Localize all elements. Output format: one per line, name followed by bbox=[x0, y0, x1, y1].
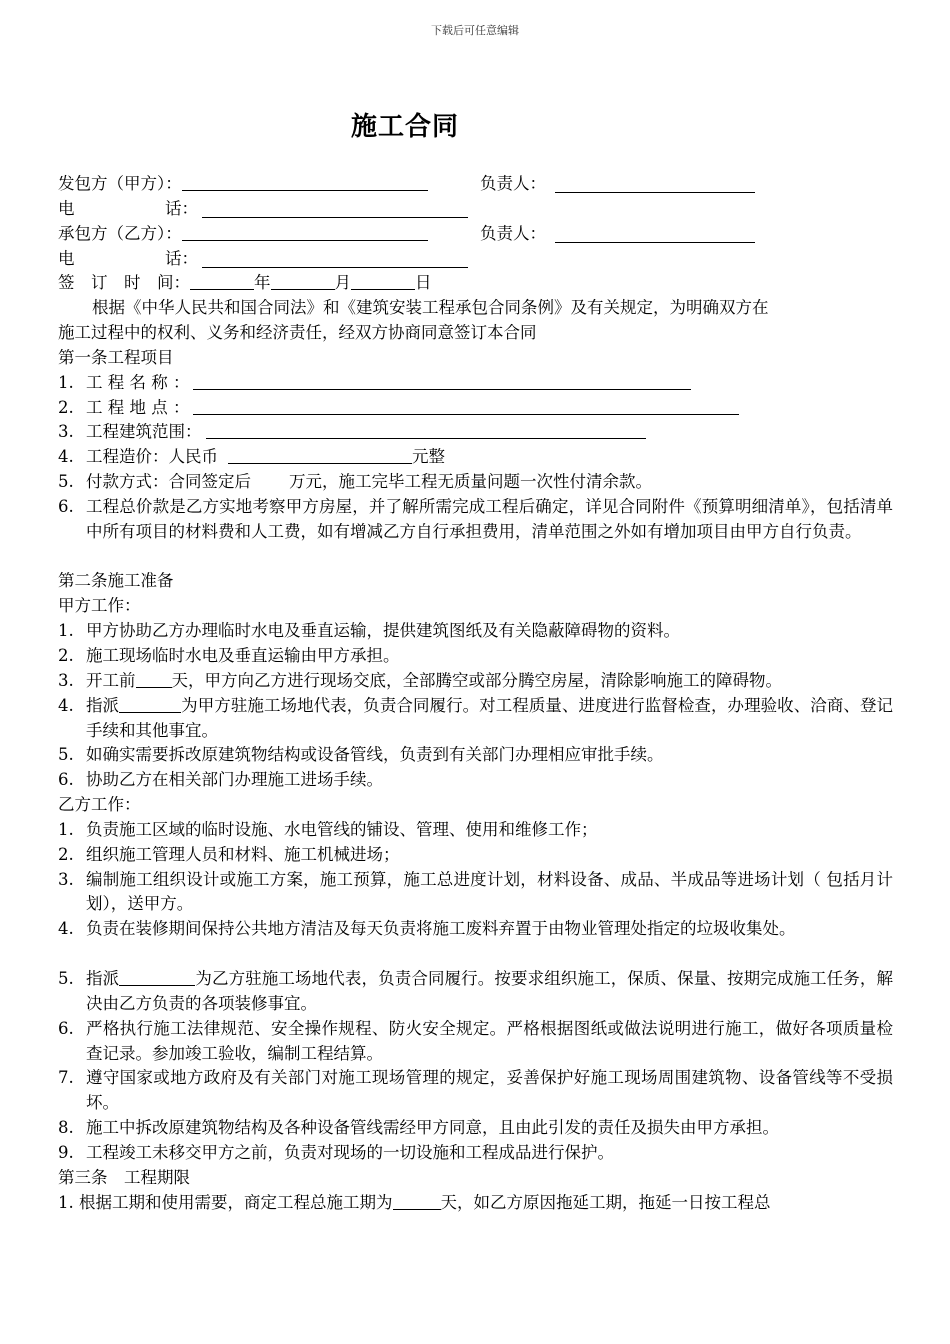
art3-item-1 bbox=[58, 1191, 893, 1216]
b-item-9 bbox=[58, 1141, 893, 1166]
b5-post: 为乙方驻施工场地代表，负责合同履行。按要求组织施工，保质、保量、按期完成施工任务，解决由乙方负责的各项装修事宜。 bbox=[86, 968, 894, 1013]
list-number: 7. bbox=[58, 1068, 74, 1088]
sign-day-blank[interactable] bbox=[351, 274, 415, 290]
sign-time-line bbox=[58, 271, 893, 296]
article-3-heading: 第三条 工程期限 bbox=[58, 1167, 190, 1187]
list-text: 工程竣工未移交甲方之前，负责对现场的一切设施和工程成品进行保护。 bbox=[86, 1142, 614, 1162]
a-item-6 bbox=[58, 768, 893, 793]
days-before-start-blank[interactable] bbox=[136, 672, 172, 688]
art1-item-3 bbox=[58, 420, 893, 445]
party-a-label: 发包方（甲方）： bbox=[58, 174, 182, 193]
sign-month-label: 月 bbox=[334, 273, 351, 293]
project-name-blank[interactable] bbox=[193, 374, 691, 390]
b-item-7 bbox=[58, 1066, 893, 1116]
sign-year-blank[interactable] bbox=[190, 274, 254, 290]
party-b-rep-blank[interactable] bbox=[119, 970, 195, 986]
project-location-blank[interactable] bbox=[193, 399, 739, 415]
list-number: 6. bbox=[58, 1018, 74, 1038]
list-number: 3. bbox=[58, 422, 74, 442]
a-item-4 bbox=[58, 694, 893, 744]
list-text: 工程总价款是乙方实地考察甲方房屋，并了解所需完成工程后确定，详见合同附件《预算明细清单》，包括清单中所有项目的材料费和人工费，如有增减乙方自行承担费用，清单范围之外如有增加项目由甲方自行负责。 bbox=[86, 496, 893, 541]
list-text: 工程建筑范围： bbox=[86, 422, 202, 442]
project-cost-blank[interactable] bbox=[228, 448, 412, 464]
b-item-5 bbox=[58, 967, 893, 1017]
header-note: 下载后可任意编辑 bbox=[431, 24, 519, 37]
party-b-line bbox=[58, 222, 893, 247]
party-b-blank[interactable] bbox=[182, 225, 428, 241]
list-number: 5. bbox=[58, 968, 74, 988]
list-text: 如确实需要拆改原建筑物结构或设备管线，负责到有关部门办理相应审批手续。 bbox=[86, 745, 664, 765]
a-item-1 bbox=[58, 619, 893, 644]
party-b-label: 承包方（乙方）： bbox=[58, 223, 182, 243]
b-item-8 bbox=[58, 1116, 893, 1141]
party-b-resp-label: 负责人： bbox=[480, 223, 546, 243]
list-text: 遵守国家或地方政府及有关部门对施工现场管理的规定，妥善保护好施工现场周围建筑物、设备管线等不受损坏。 bbox=[86, 1068, 893, 1113]
list-text: 负责施工区域的临时设施、水电管线的铺设、管理、使用和维修工作； bbox=[86, 819, 598, 839]
a4-post: 为甲方驻施工场地代表，负责合同履行。对工程质量、进度进行监督检查，办理验收、洽商、登记手续和其他事宜。 bbox=[86, 695, 894, 740]
list-number: 6. bbox=[58, 770, 74, 790]
list-text bbox=[86, 671, 782, 690]
phone-2-label-1: 电 bbox=[58, 248, 75, 268]
list-text: 严格执行施工法律规范、安全操作规程、防火安全规定。严格根据图纸或做法说明进行施工，做好各项质量检查记录。参加竣工验收，编制工程结算。 bbox=[86, 1018, 893, 1063]
art3-item-1-post: 天，如乙方原因拖延工期，拖延一日按工程总 bbox=[440, 1192, 771, 1212]
art1-item-6 bbox=[58, 495, 893, 570]
art1-item-2 bbox=[58, 396, 893, 421]
phone-2-label-2: 话： bbox=[165, 248, 198, 268]
list-number: 4. bbox=[58, 447, 74, 467]
art1-item-5 bbox=[58, 470, 893, 495]
party-a-resp-blank[interactable] bbox=[555, 177, 755, 193]
list-number: 4. bbox=[58, 695, 74, 715]
list-number: 4. bbox=[58, 919, 74, 939]
list-text: 编制施工组织设计或施工方案，施工预算，施工总进度计划，材料设备、成品、半成品等进场计划（ 包括月计划），送甲方。 bbox=[86, 869, 893, 914]
list-number: 1. bbox=[58, 621, 74, 641]
sign-day-label: 日 bbox=[415, 273, 432, 293]
list-number: 2. bbox=[58, 844, 74, 864]
payment-tail: 万元，施工完毕工程无质量问题一次性付清余款。 bbox=[289, 472, 652, 492]
list-text: 施工现场临时水电及垂直运输由甲方承担。 bbox=[86, 646, 400, 665]
list-number: 3. bbox=[58, 670, 74, 690]
list-number: 5. bbox=[58, 745, 74, 765]
list-text: 工 程 名 称 ： bbox=[86, 372, 190, 392]
b-item-2 bbox=[58, 843, 893, 868]
list-number: 3. bbox=[58, 869, 74, 889]
phone-1-label-2: 话： bbox=[165, 198, 198, 218]
list-text: 组织施工管理人员和材料、施工机械进场； bbox=[86, 844, 400, 864]
sign-month-blank[interactable] bbox=[271, 274, 335, 290]
art3-item-1-pre: 1. 根据工期和使用需要，商定工程总施工期为 bbox=[58, 1192, 393, 1212]
party-a-rep-blank[interactable] bbox=[119, 697, 181, 713]
intro-line-1: 根据《中华人民共和国合同法》和《建筑安装工程承包合同条例》及有关规定，为明确双方在 bbox=[92, 298, 769, 318]
list-text: 负责在装修期间保持公共地方清洁及每天负责将施工废料弃置于由物业管理处指定的垃圾收集处。 bbox=[86, 919, 796, 939]
art1-item-4 bbox=[58, 445, 893, 470]
phone-2-blank[interactable] bbox=[202, 252, 468, 268]
list-text bbox=[86, 967, 893, 1017]
list-number: 9. bbox=[58, 1142, 74, 1162]
b-item-1 bbox=[58, 818, 893, 843]
party-a-resp-label: 负责人： bbox=[480, 174, 546, 193]
total-duration-blank[interactable] bbox=[393, 1194, 441, 1210]
phone-1-label-1: 电 bbox=[58, 198, 75, 218]
contract-body bbox=[58, 172, 893, 1215]
list-text: 工 程 地 点 ： bbox=[86, 397, 190, 417]
sign-time-label: 签 订 时 间： bbox=[58, 273, 190, 293]
list-number: 8. bbox=[58, 1118, 74, 1138]
article-2-heading: 第二条施工准备 bbox=[58, 571, 174, 591]
a-item-5 bbox=[58, 743, 893, 768]
list-text: 协助乙方在相关部门办理施工进场手续。 bbox=[86, 770, 383, 790]
list-text bbox=[86, 694, 893, 744]
intro-line-2: 施工过程中的权利、义务和经济责任，经双方协商同意签订本合同 bbox=[58, 323, 537, 343]
phone-1-line bbox=[58, 197, 893, 222]
list-text: 付款方式：合同签定后 bbox=[86, 472, 251, 492]
list-text: 工程造价：人民币 bbox=[86, 447, 218, 467]
cost-unit: 元整 bbox=[412, 447, 445, 467]
b-item-6 bbox=[58, 1017, 893, 1067]
party-a-duties-label: 甲方工作： bbox=[58, 596, 141, 616]
a3-post: 天，甲方向乙方进行现场交底，全部腾空或部分腾空房屋，清除影响施工的障碍物。 bbox=[171, 670, 782, 690]
phone-2-line bbox=[58, 247, 893, 272]
list-number: 1. bbox=[58, 819, 74, 839]
a4-pre: 指派 bbox=[86, 695, 120, 715]
list-number: 5. bbox=[58, 472, 74, 492]
a3-pre: 开工前 bbox=[86, 670, 136, 690]
list-number: 2. bbox=[58, 646, 74, 665]
list-number: 2. bbox=[58, 397, 74, 417]
a-item-3 bbox=[58, 669, 893, 694]
b-item-4 bbox=[58, 917, 893, 967]
phone-1-blank[interactable] bbox=[202, 202, 468, 218]
b5-pre: 指派 bbox=[86, 968, 120, 988]
party-b-duties-label: 乙方工作： bbox=[58, 795, 141, 815]
project-scope-blank[interactable] bbox=[206, 423, 646, 439]
party-b-resp-blank[interactable] bbox=[555, 227, 755, 243]
party-a-line bbox=[58, 172, 893, 197]
page-title: 施工合同 bbox=[350, 112, 459, 142]
list-number: 1. bbox=[58, 372, 74, 392]
article-1-heading: 第一条工程项目 bbox=[58, 347, 174, 367]
list-text: 甲方协助乙方办理临时水电及垂直运输，提供建筑图纸及有关隐蔽障碍物的资料。 bbox=[86, 621, 680, 641]
b-item-3 bbox=[58, 868, 893, 918]
list-number: 6. bbox=[58, 496, 74, 516]
art1-item-1 bbox=[58, 371, 893, 396]
a-item-2 bbox=[58, 644, 893, 669]
sign-year-label: 年 bbox=[254, 273, 271, 293]
party-a-blank[interactable] bbox=[182, 175, 428, 191]
list-text: 施工中拆改原建筑物结构及各种设备管线需经甲方同意，且由此引发的责任及损失由甲方承担。 bbox=[86, 1118, 779, 1138]
